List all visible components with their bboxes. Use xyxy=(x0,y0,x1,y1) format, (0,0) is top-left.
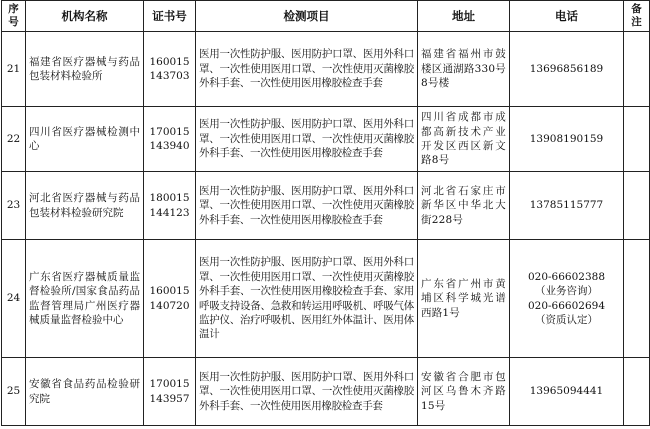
remark xyxy=(624,358,650,426)
cert-part-a: 160015 xyxy=(149,55,190,68)
cert-part-a: 160015 xyxy=(149,285,190,298)
row-index: 25 xyxy=(2,358,26,426)
phone-line-1: 020-66602388 xyxy=(527,270,606,283)
remark xyxy=(624,107,650,172)
header-items: 检测项目 xyxy=(196,1,418,32)
cert-number xyxy=(144,358,196,426)
test-items: 医用一次性防护服、医用防护口罩、医用外科口罩、一次性使用医用口罩、一次性使用灭菌橡胶外科手套、一次性使用医用橡胶检查手套 xyxy=(196,358,418,426)
phone-line-1: 13785115777 xyxy=(529,199,604,212)
cert-part-b: 144123 xyxy=(149,206,190,219)
phone-line-1: 13965094441 xyxy=(529,385,604,398)
test-items: 医用一次性防护服、医用防护口罩、医用外科口罩、一次性使用医用口罩、一次性使用灭菌橡胶外科手套、一次性使用医用橡胶检查手套 xyxy=(196,107,418,172)
header-index: 序号 xyxy=(2,1,26,32)
remark xyxy=(624,240,650,358)
address: 安徽省合肥市包河区乌鲁木齐路15号 xyxy=(418,358,510,426)
phone xyxy=(510,358,624,426)
header-remark: 备注 xyxy=(624,1,650,32)
cert-part-b: 143703 xyxy=(149,70,190,82)
phone xyxy=(510,32,624,107)
table-row xyxy=(2,358,650,426)
address: 广东省广州市黄埔区科学城光谱西路1号 xyxy=(418,240,510,358)
table-row xyxy=(2,172,650,240)
table-row xyxy=(2,107,650,172)
phone-line-3: 020-66602694 xyxy=(527,299,606,312)
cert-number xyxy=(144,107,196,172)
address: 河北省石家庄市新华区中华北大街228号 xyxy=(418,172,510,240)
cert-number xyxy=(144,32,196,107)
table-row xyxy=(2,32,650,107)
phone-line-1: 13696856189 xyxy=(529,62,604,75)
cert-part-a: 180015 xyxy=(149,192,190,205)
cert-part-b: 143957 xyxy=(149,392,190,405)
org-name: 河北省医疗器械与药品包装材料检验研究院 xyxy=(26,172,144,240)
table-row xyxy=(2,240,650,358)
test-items: 医用一次性防护服、医用防护口罩、医用外科口罩、一次性使用医用口罩、一次性使用灭菌橡胶外科手套、一次性使用医用橡胶检查手套 xyxy=(196,172,418,240)
org-name: 四川省医疗器械检测中心 xyxy=(26,107,144,172)
org-name: 广东省医疗器械质量监督检验所/国家食品药品监督管理局广州医疗器械质量监督检验中心 xyxy=(26,240,144,358)
phone-line-4: （资质认定） xyxy=(535,313,598,326)
remark xyxy=(624,172,650,240)
test-items: 医用一次性防护服、医用防护口罩、医用外科口罩、一次性使用医用口罩、一次性使用灭菌橡胶外科手套、一次性使用医用橡胶检查手套 xyxy=(196,32,418,107)
cert-part-b: 143940 xyxy=(149,140,190,152)
org-name: 安徽省食品药品检验研究院 xyxy=(26,358,144,426)
phone xyxy=(510,240,624,358)
cert-part-a: 170015 xyxy=(149,378,190,391)
row-index: 24 xyxy=(2,240,26,358)
phone-line-1: 13908190159 xyxy=(529,132,604,145)
cert-number xyxy=(144,240,196,358)
address: 福建省福州市鼓楼区通湖路330号8号楼 xyxy=(418,32,510,107)
phone xyxy=(510,172,624,240)
org-name: 福建省医疗器械与药品包装材料检验所 xyxy=(26,32,144,107)
cert-part-b: 140720 xyxy=(149,299,190,312)
testing-institutions-table xyxy=(1,0,650,426)
header-row xyxy=(2,1,650,32)
remark xyxy=(624,32,650,107)
row-index: 21 xyxy=(2,32,26,107)
row-index: 22 xyxy=(2,107,26,172)
row-index: 23 xyxy=(2,172,26,240)
header-phone: 电话 xyxy=(510,1,624,32)
phone-line-2: （业务咨询） xyxy=(535,285,598,298)
test-items: 医用一次性防护服、医用防护口罩、医用外科口罩、一次性使用医用口罩、一次性使用灭菌橡胶外科手套、一次性使用医用橡胶检查手套、家用呼吸支持设备、急救和转运用呼吸机、呼吸气体监护仪、治疗呼吸机、医用红外体温计、医用体温计 xyxy=(196,240,418,358)
header-cert: 证书号 xyxy=(144,1,196,32)
phone xyxy=(510,107,624,172)
cert-part-a: 170015 xyxy=(149,125,190,138)
cert-number xyxy=(144,172,196,240)
header-org: 机构名称 xyxy=(26,1,144,32)
header-addr: 地址 xyxy=(418,1,510,32)
address: 四川省成都市成都高新技术产业开发区西区新文路8号 xyxy=(418,107,510,172)
